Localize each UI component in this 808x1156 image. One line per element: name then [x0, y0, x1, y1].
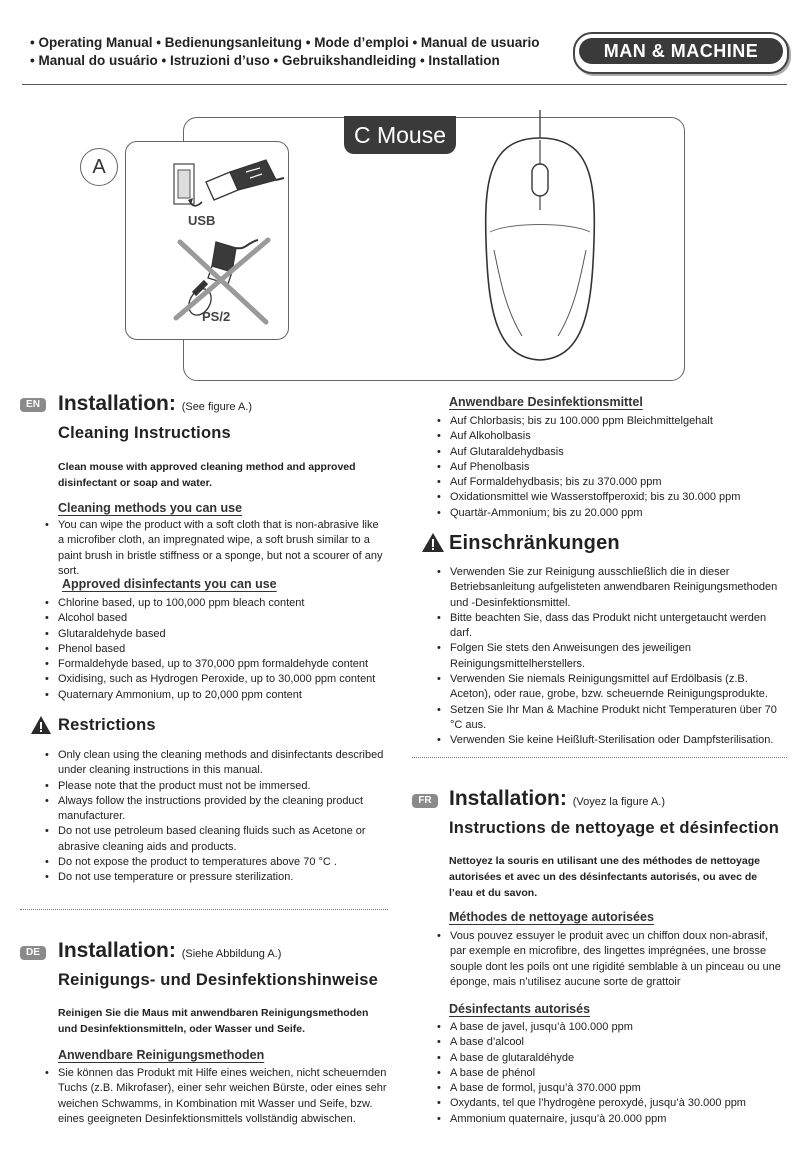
de-install-heading [58, 939, 281, 963]
en-install-heading [58, 392, 252, 416]
section-divider [20, 909, 388, 910]
de-methods-title: Anwendbare Reinigungsmethoden [58, 1048, 265, 1062]
de-install-title: Installation: [58, 939, 176, 962]
list-item: • Always follow the instructions provided by the cleaning product manufacturer. [44, 794, 384, 825]
de-restrictions-list [436, 565, 786, 749]
fr-install-title: Installation: [449, 787, 567, 810]
list-item: • Verwenden Sie niemals Reinigungsmittel auf Erdölbasis (z.B. Aceton), oder raue, grobe, bzw. scheuernde Reinigungsprodukte. [436, 672, 786, 703]
list-item: • Quartär-Ammonium; bis zu 20.000 ppm [436, 506, 786, 521]
list-item: • Oxydants, tel que l’hydrogène peroxydé, jusqu’à 30.000 ppm [436, 1096, 781, 1111]
list-item: • A base de javel, jusqu’à 100.000 ppm [436, 1020, 781, 1035]
list-item: • Verwenden Sie keine Heißluft-Sterilisation oder Dampfsterilisation. [436, 733, 786, 748]
header-line-1: • Operating Manual • Bedienungsanleitung • Mode d’emploi • Manual de usuario [30, 35, 540, 50]
brand-logo [573, 32, 789, 74]
list-item: • Glutaraldehyde based [44, 627, 384, 642]
list-item: • Oxidationsmittel wie Wasserstoffperoxid; bis zu 30.000 ppm [436, 490, 786, 505]
list-item: • Do not expose the product to temperatures above 70 °C . [44, 855, 384, 870]
header-rule [22, 84, 787, 85]
list-item: • Please note that the product must not be immersed. [44, 779, 384, 794]
de-methods-list [44, 1066, 389, 1127]
fr-cleaning-title: Instructions de nettoyage et désinfection [449, 819, 779, 837]
list-item: • Setzen Sie Ihr Man & Machine Produkt nicht Temperaturen über 70 °C aus. [436, 703, 786, 734]
fr-disinf-list [436, 1020, 781, 1127]
list-item: • Phenol based [44, 642, 384, 657]
en-install-note: (See figure A.) [181, 401, 253, 413]
list-item: • Only clean using the cleaning methods and disinfectants described under cleaning instructions in this manual. [44, 748, 384, 779]
de-disinf-title: Anwendbare Desinfektionsmittel [449, 395, 643, 409]
usb-plug-icon [168, 150, 286, 220]
en-install-title: Installation: [58, 392, 176, 415]
list-item: • Vous pouvez essuyer le produit avec un chiffon doux non-abrasif, par exemple en microfibre, des lingettes imprégnées, une brosse souple dont les poils ont une rigidité semblable à un pinceau ou une éponge, mais n’utilisez aucune sorte de grattoir [436, 929, 781, 990]
header-line-2: • Manual do usuário • Istruzioni d’uso • Gebruikshandleiding • Installation [30, 53, 500, 68]
en-disinf-title: Approved disinfectants you can use [62, 577, 277, 591]
list-item: • Auf Phenolbasis [436, 460, 786, 475]
list-item: • Verwenden Sie zur Reinigung ausschließlich die in dieser Betriebsanleitung aufgelisteten anwendbaren Reinigungsmethoden und -Desinfektionsmittel. [436, 565, 786, 611]
en-cleaning-title: Cleaning Instructions [58, 424, 231, 442]
product-title: C Mouse [344, 116, 456, 154]
de-restrictions-title: Einschränkungen [449, 532, 620, 554]
list-item: • Do not use petroleum based cleaning fluids such as Acetone or abrasive cleaning aids and products. [44, 824, 384, 855]
en-intro: Clean mouse with approved cleaning method and approved disinfectant or soap and water. [58, 461, 356, 489]
list-item: • Formaldehyde based, up to 370,000 ppm formaldehyde content [44, 657, 384, 672]
list-item: • Do not use temperature or pressure sterilization. [44, 870, 384, 885]
de-install-note: (Siehe Abbildung A.) [181, 948, 282, 960]
list-item: • A base de phénol [436, 1066, 781, 1081]
mouse-illustration [470, 110, 610, 372]
usb-label: USB [188, 213, 216, 228]
lang-tag-fr: FR [412, 794, 438, 808]
lang-tag-de: DE [20, 946, 46, 960]
fr-install-heading [449, 787, 665, 811]
fr-methods-title: Méthodes de nettoyage autorisées [449, 910, 654, 924]
list-item: • Auf Alkoholbasis [436, 429, 786, 444]
de-intro: Reinigen Sie die Maus mit anwendbaren Reinigungsmethoden und Desinfektionsmitteln, oder Wasser und Seife. [58, 1007, 369, 1035]
header-languages [30, 34, 570, 70]
warning-icon [30, 715, 52, 735]
list-item: • Quaternary Ammonium, up to 20,000 ppm content [44, 688, 384, 703]
fr-intro: Nettoyez la souris en utilisant une des méthodes de nettoyage autorisées et avec un des désinfectants autorisés, ou avec de l’eau et du savon. [449, 855, 760, 899]
en-methods-title: Cleaning methods you can use [58, 501, 243, 515]
list-item: • Auf Formaldehydbasis; bis zu 370.000 ppm [436, 475, 786, 490]
figure-label: A [80, 148, 118, 186]
fr-install-note: (Voyez la figure A.) [572, 796, 666, 808]
de-cleaning-title: Reinigungs- und Desinfektionshinweise [58, 971, 379, 989]
list-item: • Sie können das Produkt mit Hilfe eines weichen, nicht scheuernden Tuchs (z.B. Mikrofaser), einer sehr weichen Bürste, oder eines sehr weichen Schwamms, in Kombination mit Wasser und Seife, bzw. eines geeigneten Desinfektionsmittels vollständig abwischen. [44, 1066, 389, 1127]
lang-tag-en: EN [20, 398, 46, 412]
list-item: • You can wipe the product with a soft cloth that is non-abrasive like a microfiber cloth, an impregnated wipe, a soft brush similar to a paint brush in bristle stiffness or a sponge, but not a scourer of any sort. [44, 518, 384, 579]
list-item: • A base de glutaraldéhyde [436, 1051, 781, 1066]
section-divider [412, 757, 787, 758]
en-restrictions-title: Restrictions [58, 716, 156, 734]
en-methods-list [44, 518, 384, 579]
list-item: • A base d’alcool [436, 1035, 781, 1050]
list-item: • Chlorine based, up to 100,000 ppm bleach content [44, 596, 384, 611]
list-item: • Ammonium quaternaire, jusqu’à 20.000 ppm [436, 1112, 781, 1127]
de-disinf-list [436, 414, 786, 521]
list-item: • Auf Glutaraldehydbasis [436, 445, 786, 460]
list-item: • Alcohol based [44, 611, 384, 626]
en-restrictions-list [44, 748, 384, 886]
ps2-label: PS/2 [202, 309, 231, 324]
list-item: • Oxidising, such as Hydrogen Peroxide, up to 30,000 ppm content [44, 672, 384, 687]
list-item: • Auf Chlorbasis; bis zu 100.000 ppm Bleichmittelgehalt [436, 414, 786, 429]
list-item: • A base de formol, jusqu’à 370.000 ppm [436, 1081, 781, 1096]
fr-methods-list [436, 929, 781, 990]
en-disinf-list [44, 596, 384, 703]
list-item: • Bitte beachten Sie, dass das Produkt nicht untergetaucht werden darf. [436, 611, 786, 642]
brand-logo-text: MAN & MACHINE [579, 38, 783, 64]
warning-icon [421, 532, 445, 553]
list-item: • Folgen Sie stets den Anweisungen des jeweiligen Reinigungsmittelherstellers. [436, 641, 786, 672]
fr-disinf-title: Désinfectants autorisés [449, 1002, 591, 1016]
